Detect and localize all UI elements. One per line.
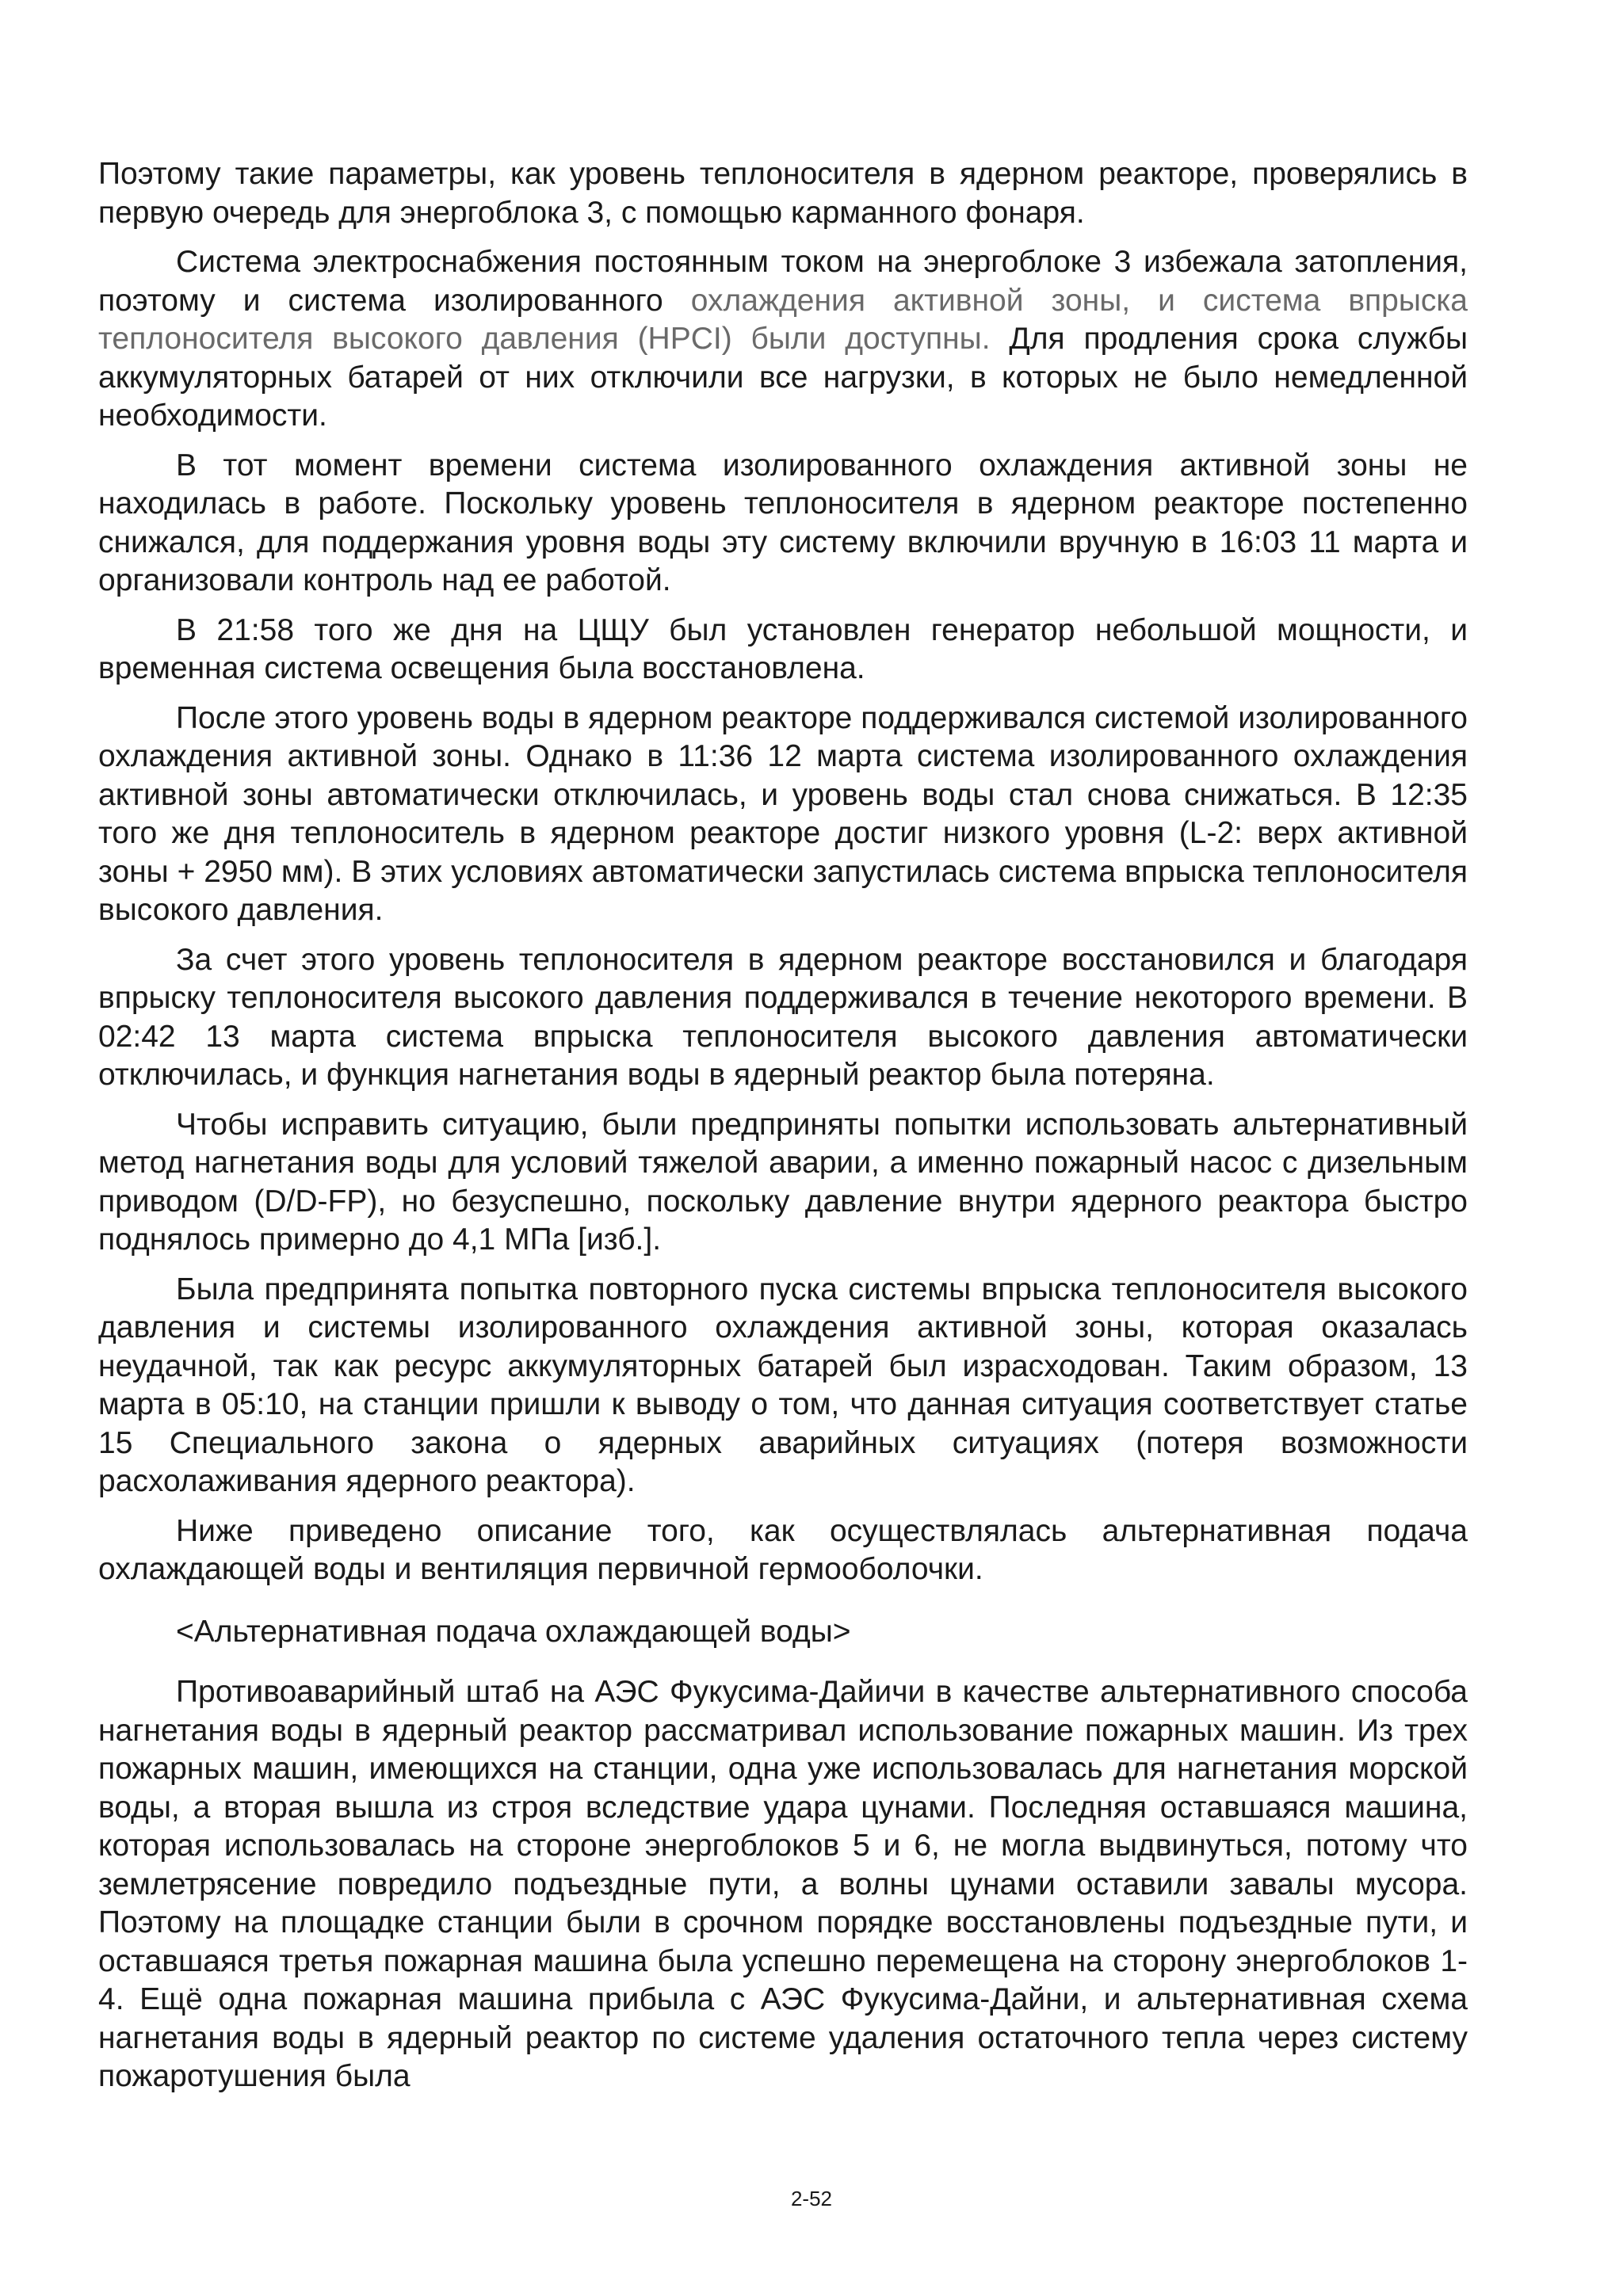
document-page <box>98 155 1468 2107</box>
paragraph-7: Чтобы исправить ситуацию, были предприняты попытки использовать альтернативный метод нагнетания воды для условий тяжелой аварии, а именно пожарный насос с дизельным приводом (D/D-FP), но безуспешно, поскольку давление внутри ядерного реактора быстро поднялось примерно до 4,1 МПа [изб.]. <box>98 1107 1468 1257</box>
section-paragraph-1: Противоаварийный штаб на АЭС Фукусима-Дайичи в качестве альтернативного способа нагнетания воды в ядерный реактор рассматривал использование пожарных машин. Из трех пожарных машин, имеющихся на станции, одна уже использовалась для нагнетания морской воды, а вторая вышла из строя вследствие удара цунами. Последняя оставшаяся машина, которая использовалась на стороне энергоблоков 5 и 6, не могла выдвинуться, потому что землетрясение повредило подъездные пути, а волны цунами оставили завалы мусора. Поэтому на площадке станции были в срочном порядке восстановлены подъездные пути, и оставшаяся третья пожарная машина была успешно перемещена на сторону энергоблоков 1-4. Ещё одна пожарная машина прибыла с АЭС Фукусима-Дайни, и альтернативная схема нагнетания воды в ядерный реактор по системе удаления остаточного тепла через систему пожаротушения была <box>98 1675 1468 2093</box>
paragraph-9: Ниже приведено описание того, как осуществлялась альтернативная подача охлаждающей воды и вентиляция первичной гермооболочки. <box>98 1513 1468 1586</box>
paragraph-4: В 21:58 того же дня на ЦЩУ был установлен генератор небольшой мощности, и временная система освещения была восстановлена. <box>98 612 1468 685</box>
section-heading: <Альтернативная подача охлаждающей воды> <box>176 1614 851 1649</box>
paragraph-8: Была предпринята попытка повторного пуска системы впрыска теплоносителя высокого давления и системы изолированного охлаждения активной зоны, которая оказалась неудачной, так как ресурс аккумуляторных батарей был израсходован. Таким образом, 13 марта в 05:10, на станции пришли к выводу о том, что данная ситуация соответствует статье 15 Специального закона о ядерных аварийных ситуациях (потеря возможности расхолаживания ядерного реактора). <box>98 1272 1468 1498</box>
page-number: 2-52 <box>790 2187 833 2210</box>
paragraph-1: Поэтому такие параметры, как уровень теплоносителя в ядерном реакторе, проверялись в первую очередь для энергоблока 3, с помощью карманного фонаря. <box>98 157 1468 230</box>
paragraph-2-text-after: Для продления срока службы аккумуляторных батарей от них отключили все нагрузки, в которых не было немедленной необходимости. <box>98 322 1468 433</box>
paragraph-6: За счет этого уровень теплоносителя в ядерном реакторе восстановился и благодаря впрыску теплоносителя высокого давления поддерживался в течение некоторого времени. В 02:42 13 марта система впрыска теплоносителя высокого давления автоматически отключилась, и функция нагнетания воды в ядерный реактор была потеряна. <box>98 942 1468 1092</box>
paragraph-2 <box>98 243 1468 436</box>
paragraph-5: После этого уровень воды в ядерном реакторе поддерживался системой изолированного охлаждения активной зоны. Однако в 11:36 12 марта система изолированного охлаждения активной зоны автоматически отключилась, и уровень воды стал снова снижаться. В 12:35 того же дня теплоноситель в ядерном реакторе достиг низкого уровня (L-2: верх активной зоны + 2950 мм). В этих условиях автоматически запустилась система впрыска теплоносителя высокого давления. <box>98 700 1468 927</box>
paragraph-2-text-muted: охлаждения активной зоны, и система впрыска теплоносителя высокого давления (HPCI) были доступны. <box>98 283 1468 356</box>
paragraph-2-text-before: Система электроснабжения постоянным током на энергоблоке 3 избежала затопления, поэтому и система изолированного <box>98 245 1468 318</box>
paragraph-3: В тот момент времени система изолированного охлаждения активной зоны не находилась в работе. Поскольку уровень теплоносителя в ядерном реакторе постепенно снижался, для поддержания уровня воды эту систему включили вручную в 16:03 11 марта и организовали контроль над ее работой. <box>98 448 1468 597</box>
